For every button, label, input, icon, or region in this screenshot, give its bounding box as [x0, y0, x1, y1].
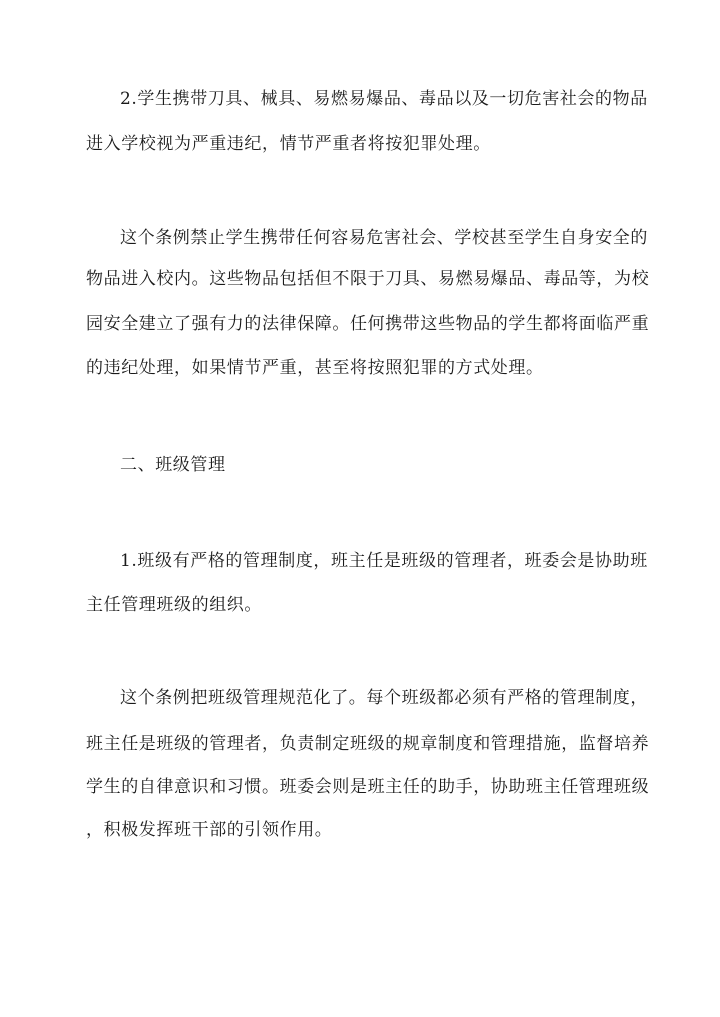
heading-text: 二、班级管理 — [120, 455, 226, 475]
text-line: ，积极发挥班干部的引领作用。 — [86, 820, 333, 840]
text-line: 2.学生携带刀具、械具、易燃易爆品、毒品以及一切危害社会的物品 — [120, 89, 648, 109]
text-line: 主任管理班级的组织。 — [86, 595, 262, 615]
text-line: 班主任是班级的管理者，负责制定班级的规章制度和管理措施，监督培养 — [86, 734, 650, 754]
text-line: 的违纪处理，如果情节严重，甚至将按照犯罪的方式处理。 — [86, 358, 544, 378]
text-line: 这个条例禁止学生携带任何容易危害社会、学校甚至学生自身安全的 — [120, 228, 648, 248]
text-line: 1.班级有严格的管理制度，班主任是班级的管理者，班委会是协助班 — [120, 551, 648, 571]
text-line: 物品进入校内。这些物品包括但不限于刀具、易燃易爆品、毒品等，为校 — [86, 269, 650, 289]
text-line: 这个条例把班级管理规范化了。每个班级都必须有严格的管理制度， — [120, 688, 648, 708]
text-line: 进入学校视为严重违纪，情节严重者将按犯罪处理。 — [86, 134, 491, 154]
text-line: 学生的自律意识和习惯。班委会则是班主任的助手，协助班主任管理班级 — [86, 777, 650, 797]
text-line: 园安全建立了强有力的法律保障。任何携带这些物品的学生都将面临严重 — [86, 314, 650, 334]
